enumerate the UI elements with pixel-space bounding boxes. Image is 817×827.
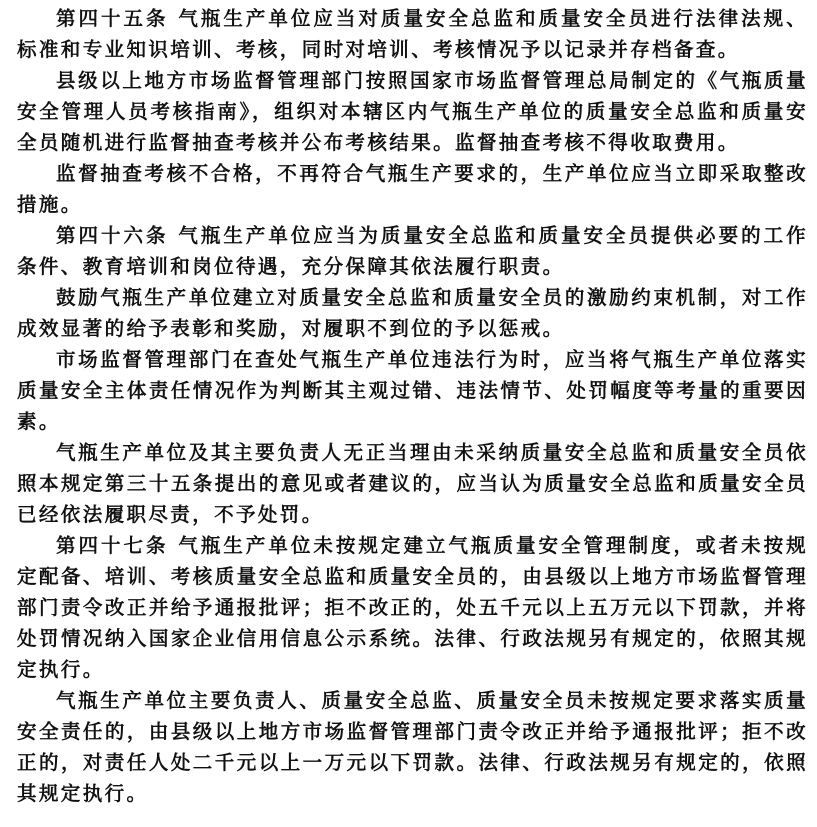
article-47-paragraph: 第四十七条 气瓶生产单位未按规定建立气瓶质量安全管理制度，或者未按规定配备、培训、考核质量安全总监和质量安全员的，由县级以上地方市场监督管理部门责令改正并给予通报批评；拒不改正的，处五千元以上五万元以下罚款，并将处罚情况纳入国家企业信用信息公示系统。法律、行政法规另有规定的，依照其规定执行。 [17,534,808,681]
incentive-paragraph: 鼓励气瓶生产单位建立对质量安全总监和质量安全员的激励约束机制，对工作成效显著的给予表彰和奖励，对履职不到位的予以惩戒。 [17,286,808,340]
article-46-paragraph: 第四十六条 气瓶生产单位应当为质量安全总监和质量安全员提供必要的工作条件、教育培训和岗位待遇，充分保障其依法履行职责。 [17,224,808,278]
personal-liability-paragraph: 气瓶生产单位主要负责人、质量安全总监、质量安全员未按规定要求落实质量安全责任的，由县级以上地方市场监督管理部门责令改正并给予通报批评；拒不改正的，对责任人处二千元以上一万元以下罚款。法律、行政法规另有规定的，依照其规定执行。 [17,689,808,805]
assessment-guideline-paragraph: 县级以上地方市场监督管理部门按照国家市场监督管理总局制定的《气瓶质量安全管理人员考核指南》，组织对本辖区内气瓶生产单位的质量安全总监和质量安全员随机进行监督抽查考核并公布考核结果。监督抽查考核不得收取费用。 [17,69,808,154]
enforcement-consideration-paragraph: 市场监督管理部门在查处气瓶生产单位违法行为时，应当将气瓶生产单位落实质量安全主体责任情况作为判断其主观过错、违法情节、处罚幅度等考量的重要因素。 [17,348,808,433]
rectification-paragraph: 监督抽查考核不合格，不再符合气瓶生产要求的，生产单位应当立即采取整改措施。 [17,162,808,216]
exemption-paragraph: 气瓶生产单位及其主要负责人无正当理由未采纳质量安全总监和质量安全员依照本规定第三十五条提出的意见或者建议的，应当认为质量安全总监和质量安全员已经依法履职尽责，不予处罚。 [17,441,808,526]
article-45-paragraph: 第四十五条 气瓶生产单位应当对质量安全总监和质量安全员进行法律法规、标准和专业知识培训、考核，同时对培训、考核情况予以记录并存档备查。 [17,7,808,61]
